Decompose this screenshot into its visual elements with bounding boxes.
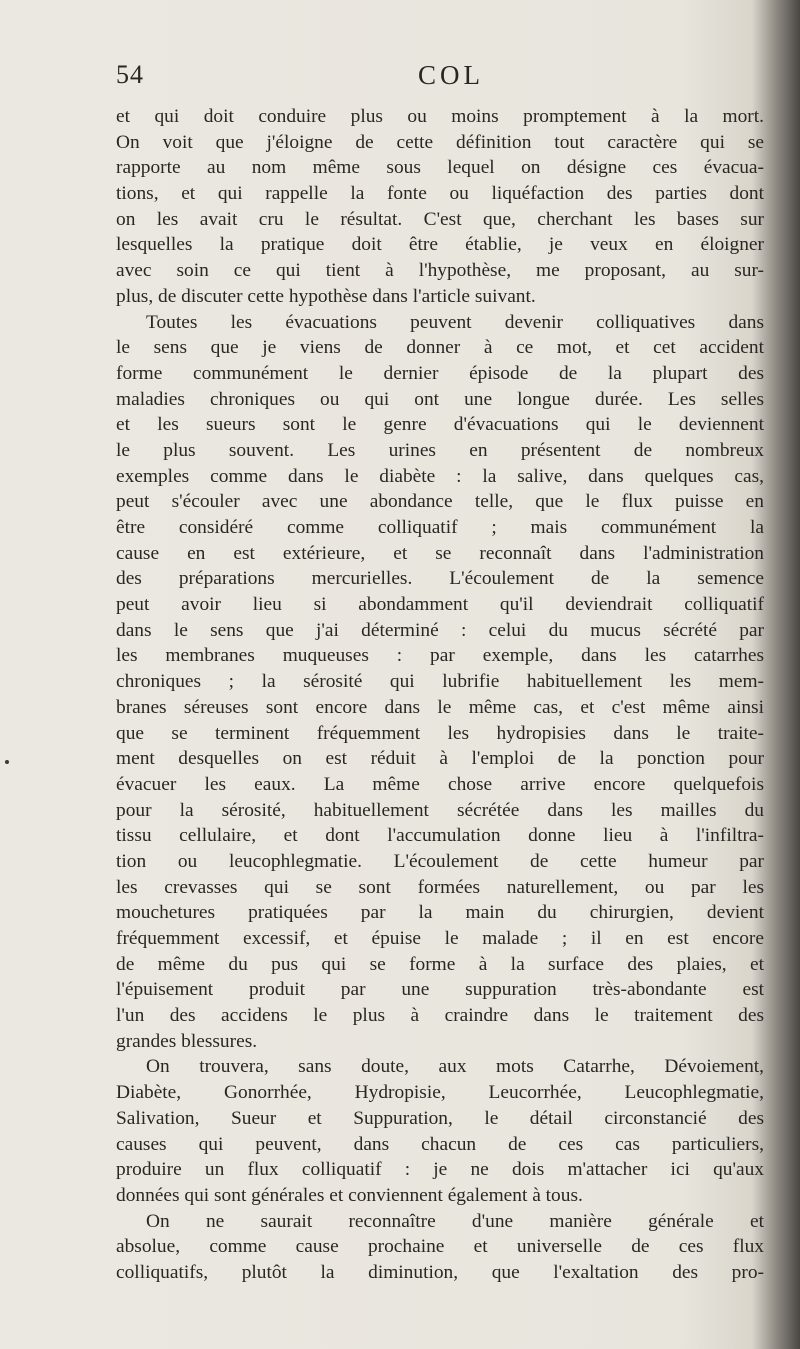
text-line: Toutes les évacuations peuvent devenir colliquatives dans (146, 311, 764, 333)
text-line: et qui doit conduire plus ou moins promptement à la mort. (116, 106, 764, 127)
text-line: rapporte au nom même sous lequel on désigne ces évacua- (116, 157, 764, 179)
text-line: absolue, comme cause prochaine et universelle de ces flux (116, 1236, 764, 1258)
text-line: tion ou leucophlegmatie. L'écoulement de cette humeur par (116, 850, 764, 872)
text-line: données qui sont générales et conviennent également à tous. (116, 1184, 583, 1206)
text-line: lesquelles la pratique doit être établie, je veux en éloigner (116, 234, 764, 256)
page-header (116, 60, 766, 100)
text-line: chroniques ; la sérosité qui lubrifie habituellement les mem- (116, 671, 764, 693)
text-line: le plus souvent. Les urines en présentent de nombreux (116, 439, 764, 461)
text-line: être considéré comme colliquatif ; mais communément la (116, 517, 764, 538)
body-text (116, 104, 764, 1286)
text-line: peut s'écouler avec une abondance telle, que le flux puisse en (116, 491, 764, 513)
text-line: exemples comme dans le diabète : la salive, dans quelques cas, (116, 465, 764, 487)
text-line: cause en est extérieure, et se reconnaît dans l'administration (116, 542, 764, 564)
text-line: tissu cellulaire, et dont l'accumulation donne lieu à l'infiltra- (116, 825, 764, 847)
text-line: On trouvera, sans doute, aux mots Catarrhe, Dévoiement, (146, 1056, 764, 1078)
text-line: On voit que j'éloigne de cette définition tout caractère qui se (116, 131, 764, 153)
text-line: grandes blessures. (116, 1030, 258, 1052)
text-line: on les avait cru le résultat. C'est que, cherchant les bases sur (116, 208, 764, 230)
text-line: le sens que je viens de donner à ce mot, et cet accident (116, 337, 764, 359)
text-line: plus, de discuter cette hypothèse dans l'article suivant. (116, 285, 536, 307)
text-line: On ne saurait reconnaître d'une manière générale et (146, 1210, 764, 1232)
text-line: colliquatifs, plutôt la diminution, que l'exaltation des pro- (116, 1261, 764, 1283)
text-line: tions, et qui rappelle la fonte ou liquéfaction des parties dont (116, 183, 764, 205)
text-line: peut avoir lieu si abondamment qu'il deviendrait colliquatif (116, 594, 764, 616)
text-line: pour la sérosité, habituellement sécrétée dans les mailles du (116, 799, 764, 821)
text-line: produire un flux colliquatif : je ne dois m'attacher ici qu'aux (116, 1159, 764, 1181)
text-line: Diabète, Gonorrhée, Hydropisie, Leucorrhée, Leucophlegmatie, (116, 1082, 764, 1104)
text-line: Salivation, Sueur et Suppuration, le détail circonstancié des (116, 1107, 764, 1129)
text-line: l'épuisement produit par une suppuration très-abondante est (116, 979, 764, 1001)
text-line: fréquemment excessif, et épuise le malade ; il en est encore (116, 928, 764, 949)
text-line: les crevasses qui se sont formées naturellement, ou par les (116, 876, 764, 898)
page-number: 54 (116, 60, 144, 89)
text-line: branes séreuses sont encore dans le même cas, et c'est même ainsi (116, 696, 764, 718)
text-line: causes qui peuvent, dans chacun de ces cas particuliers, (116, 1133, 764, 1155)
text-line: et les sueurs sont le genre d'évacuations qui le deviennent (116, 414, 764, 436)
text-line: l'un des accidens le plus à craindre dans le traitement des (116, 1005, 764, 1027)
text-line: de même du pus qui se forme à la surface des plaies, et (116, 953, 764, 975)
text-line: que se terminent fréquemment les hydropisies dans le traite- (116, 722, 764, 744)
text-line: avec soin ce qui tient à l'hypothèse, me proposant, au sur- (116, 260, 764, 282)
text-line: maladies chroniques ou qui ont une longue durée. Les selles (116, 388, 764, 410)
text-line: des préparations mercurielles. L'écoulement de la semence (116, 568, 764, 590)
text-line: forme communément le dernier épisode de la plupart des (116, 362, 764, 384)
ink-speck (5, 760, 9, 764)
text-line: dans le sens que j'ai déterminé : celui du mucus sécrété par (116, 619, 764, 641)
text-line: mouchetures pratiquées par la main du chirurgien, devient (116, 902, 764, 924)
running-head: COL (418, 60, 484, 90)
text-line: ment desquelles on est réduit à l'emploi de la ponction pour (116, 748, 764, 770)
text-line: évacuer les eaux. La même chose arrive encore quelquefois (116, 773, 764, 795)
text-line: les membranes muqueuses : par exemple, dans les catarrhes (116, 645, 764, 667)
